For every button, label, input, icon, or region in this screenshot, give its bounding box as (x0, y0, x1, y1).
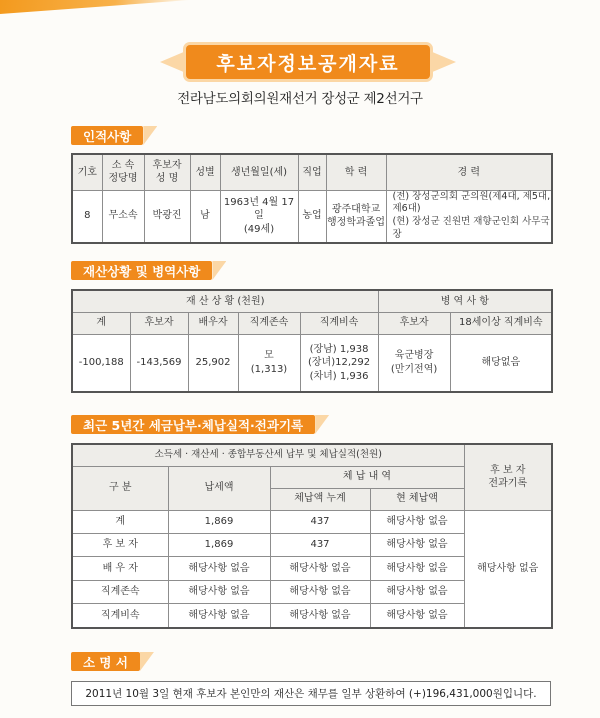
title-banner-wing-left (160, 51, 186, 73)
section-heading-assets: 재산상황 및 병역사항 (71, 261, 212, 280)
record-header: 후 보 자 전과기록 (464, 444, 552, 510)
col-spouse: 배우자 (188, 312, 238, 334)
value-spouse: 25,902 (188, 334, 238, 392)
col-total: 계 (72, 312, 130, 334)
statement-text: 2011년 10월 3일 현재 후보자 본인만의 재산은 채무를 일부 상환하여 (+)196,431,000원입니다. (85, 688, 537, 700)
tax-row-label: 배 우 자 (72, 557, 168, 580)
assets-table (71, 289, 553, 393)
section-heading-statement: 소 명 서 (71, 652, 140, 671)
col-descendants: 직계비속 (300, 312, 378, 334)
cell-career: (전) 장성군의회 군의원(제4대, 제5대, 제6대) (현) 장성군 진원면 재향군인회 사무국장 (386, 190, 552, 243)
cell-job: 농업 (298, 190, 326, 243)
cell-gender: 남 (190, 190, 220, 243)
header-gender: 성별 (190, 154, 220, 190)
tax-row-arrears-current: 해당사항 없음 (370, 604, 464, 628)
corner-decoration (0, 0, 190, 14)
page-title: 후보자정보공개자료 (186, 45, 430, 79)
cell-party: 무소속 (102, 190, 144, 243)
tax-row-arrears-total: 437 (270, 533, 370, 556)
tax-row-paid: 1,869 (168, 510, 270, 533)
header-job: 직업 (298, 154, 326, 190)
tax-row-paid: 해당사항 없음 (168, 580, 270, 603)
statement-box (71, 681, 551, 706)
tax-group-header: 소득세 · 재산세 · 종합부동산세 납부 및 체납실적(천원) (72, 444, 464, 466)
header-number: 기호 (72, 154, 102, 190)
tax-row-label: 직계존속 (72, 580, 168, 603)
military-header: 병 역 사 항 (378, 290, 552, 312)
value-military-descendants: 해당없음 (450, 334, 552, 392)
col-military-descendants: 18세이상 직계비속 (450, 312, 552, 334)
tax-row-label: 직계비속 (72, 604, 168, 628)
tax-table (71, 443, 553, 629)
section-heading-personal: 인적사항 (71, 126, 143, 145)
value-total: -100,188 (72, 334, 130, 392)
cell-number: 8 (72, 190, 102, 243)
col-military-candidate: 후보자 (378, 312, 450, 334)
tax-row-arrears-total: 해당사항 없음 (270, 557, 370, 580)
personal-info-table (71, 153, 553, 244)
tax-row-paid: 해당사항 없음 (168, 604, 270, 628)
cell-education: 광주대학교 행정학과졸업 (326, 190, 386, 243)
tax-row-label: 계 (72, 510, 168, 533)
page-subtitle: 전라남도의회의원재선거 장성군 제2선거구 (177, 91, 423, 107)
tax-row-arrears-total: 해당사항 없음 (270, 604, 370, 628)
cell-name: 박광진 (144, 190, 190, 243)
property-header: 재 산 상 황 (천원) (72, 290, 378, 312)
tax-row-arrears-current: 해당사항 없음 (370, 580, 464, 603)
header-birth: 생년월일(세) (220, 154, 298, 190)
col-arrears-total: 체납액 누계 (270, 488, 370, 510)
col-paid: 납세액 (168, 466, 270, 510)
col-candidate: 후보자 (130, 312, 188, 334)
header-career: 경 력 (386, 154, 552, 190)
value-military-candidate: 육군병장 (만기전역) (378, 334, 450, 392)
value-descendants: (장남) 1,938 (장녀)12,292 (차녀) 1,936 (300, 334, 378, 392)
col-category: 구 분 (72, 466, 168, 510)
record-value: 해당사항 없음 (464, 510, 552, 628)
tax-row-label: 후 보 자 (72, 533, 168, 556)
header-party: 소 속 정당명 (102, 154, 144, 190)
cell-birth: 1963년 4월 17일 (49세) (220, 190, 298, 243)
tax-row-paid: 1,869 (168, 533, 270, 556)
tax-row-arrears-total: 437 (270, 510, 370, 533)
col-ascendants: 직계존속 (238, 312, 300, 334)
tax-row-arrears-total: 해당사항 없음 (270, 580, 370, 603)
title-banner-wing-right (430, 51, 456, 73)
col-arrears-current: 현 체납액 (370, 488, 464, 510)
header-name: 후보자 성 명 (144, 154, 190, 190)
header-education: 학 력 (326, 154, 386, 190)
value-ascendants: 모 (1,313) (238, 334, 300, 392)
value-candidate: -143,569 (130, 334, 188, 392)
col-arrears-group: 체 납 내 역 (270, 466, 464, 488)
section-heading-tax: 최근 5년간 세금납부·체납실적·전과기록 (71, 415, 315, 434)
tax-row-arrears-current: 해당사항 없음 (370, 510, 464, 533)
tax-row-arrears-current: 해당사항 없음 (370, 557, 464, 580)
tax-row-paid: 해당사항 없음 (168, 557, 270, 580)
tax-row-arrears-current: 해당사항 없음 (370, 533, 464, 556)
